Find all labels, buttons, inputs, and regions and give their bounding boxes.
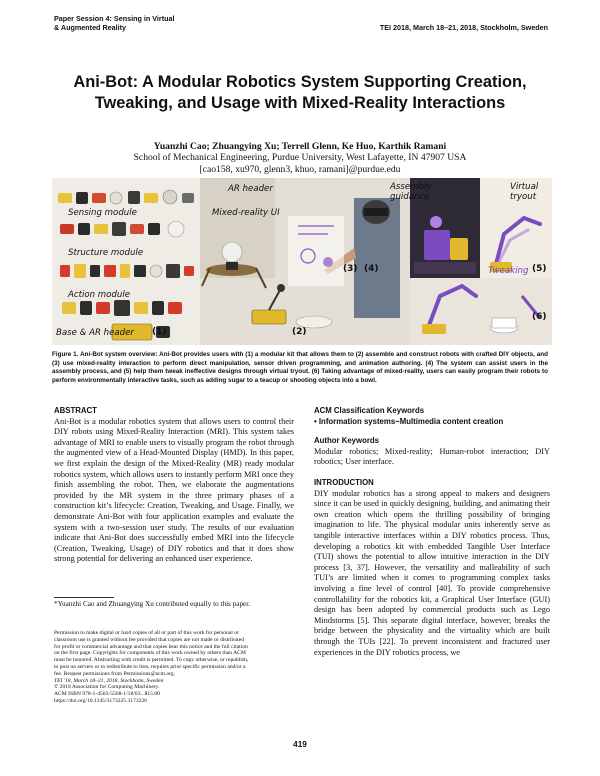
author-emails: [cao158, xu970, glenn3, khuo, ramani]@purdue.edu [199, 163, 401, 175]
abstract-heading: ABSTRACT [54, 406, 97, 415]
figure-illustration [52, 178, 552, 345]
label-virtual-tryout: Virtual tryout [510, 182, 539, 202]
keywords-body: Modular robotics; Mixed-reality; Human-robot interaction; DIY robotics; User interface. [314, 446, 550, 467]
keywords-section [314, 436, 550, 468]
permissions-isbn: ACM ISBN 978-1-4503-5568-1/18/03...$15.00 [54, 691, 160, 698]
label-structure-module: Structure module [68, 248, 144, 258]
permissions-copyright: © 2018 Association for Computing Machinery. [54, 684, 160, 691]
equal-contribution-footnote: *Yuanzhi Cao and Zhuangying Xu contributed equally to this paper. [54, 600, 251, 608]
mixed-reality-ui-overlay [288, 216, 344, 286]
structure-modules [60, 264, 194, 278]
page-number: 419 [293, 740, 307, 749]
classification-section [314, 406, 550, 427]
task-scene-panel [410, 278, 552, 345]
label-tweaking: Tweaking [488, 266, 529, 276]
label-mixed-reality-ui: Mixed-reality UI [212, 208, 280, 218]
figure-callout-6: (6) [532, 312, 547, 322]
abstract-body: Ani-Bot is a modular robotics system that allows users to control their DIY robots using Mixed-Reality Interaction (MRI). This system takes advantage of MRI to enable users to visually program the robot through the augmented view of a Head-Mounted Display (HMD). In this paper, we first explain the design of the Mixed-Reality (MR) ready modular robotics system, which allows users to instantly perform MRI once they finish assembling the robot. Then, we elaborate the augmentations provided by the MR system in the three primary phases of a construction kit’s lifecycle: Creation, Tweaking, and Usage. Finally, we demonstrate Ani-Bot with four application examples and evaluate the system with a two-session user study. The results of our evaluation indicate that Ani-Bot does successfully embed MRI into the lifecycle (Creation, Tweaking, Usage) of DIY robotics and that it does show strong potential for delivering an enhanced user experience. [54, 416, 294, 564]
module-kit-panel [52, 178, 200, 345]
ccs-heading: ACM Classification Keywords [314, 406, 425, 415]
figure-callout-5: (5) [532, 264, 547, 274]
paper-title [40, 72, 560, 114]
system-overview-figure [52, 178, 552, 345]
label-action-module: Action module [68, 290, 131, 300]
figure-callout-4: (4) [364, 264, 379, 274]
title-line-1: Ani-Bot: A Modular Robotics System Supporting Creation, [73, 73, 527, 91]
introduction-heading: INTRODUCTION [314, 478, 374, 487]
running-header-session [54, 14, 175, 32]
permissions-venue: TEI '18, March 18–21, 2018, Stockholm, Sweden [54, 677, 164, 684]
footnote-rule [54, 597, 114, 598]
permissions-doi[interactable]: https://doi.org/10.1145/3173225.3173226 [54, 697, 148, 704]
label-ar-header: AR header [228, 184, 273, 194]
label-assembly-guidance: Assembly guidance [390, 182, 432, 202]
figure-callout-2: (2) [292, 327, 307, 337]
figure-callout-3: (3) [343, 264, 358, 274]
keywords-heading: Author Keywords [314, 436, 379, 445]
label-sensing-module: Sensing module [68, 208, 137, 218]
session-line-2: & Augmented Reality [54, 23, 127, 32]
permissions-block [54, 630, 250, 705]
affiliation-block [40, 152, 560, 175]
running-header-conference: TEI 2018, March 18–21, 2018, Stockholm, Sweden [379, 23, 548, 32]
title-line-2: Tweaking, and Usage with Mixed-Reality Interactions [94, 94, 506, 112]
session-line-1: Paper Session 4: Sensing in Virtual [54, 14, 175, 23]
abstract-section [54, 406, 294, 565]
figure-caption: Figure 1. Ani-Bot system overview: Ani-Bot provides users with (1) a modular kit that allows them to (2) assemble and construct robots with crafted DIY objects, and (3) use mixed-reality interaction to perform direct manipulation, sensor driven programming, and animation authoring. (4) The system can assist users in the assembly process, and (5) help them tweak ineffective designs through virtual tryout. (6) Taking advantage of mixed-reality, users can easily program their robots to perform environmentally interactive tasks, such as adding sugar to a teacup or shooting objects into a bowl. [52, 351, 548, 384]
introduction-body: DIY modular robotics has a strong appeal to makers and designers since it can be used in quickly designing, building, and animating their own creation which opens the thrilling possibility of bringing imagination to life. The physical modular units inherently serve as tangible interactive interfaces within a DIY robotics process. Thus, developing a robotics kit with embedded Tangible User Interface (TUI) shows the potential to allow intuitive interaction in the DIY process [3, 37]. However, the versatility and malleability of such TUI’s are limited when it comes to programming complex tasks involving a fine level of control [40]. To provide comprehensive controllability for the robotics kit, a Graphical User Interface (GUI) design has been adopted by commercial products such as Lego Mindstorms [5]. This separate digital interface, however, breaks the bridge between the physicality and the virtuality which are built through the TUIs [22]. To prevent inconsistent and fractured user experiences in the DIY robotics process, we [314, 488, 550, 657]
introduction-section [314, 478, 550, 658]
permissions-text: Permission to make digital or hard copies of all or part of this work for personal or classroom use is granted without fee provided that copies are not made or distributed for profit or commercial advantage and that copies bear this notice and the full citation on the first page. Copyrights for components of this work owned by others than ACM must be honored. Abstracting with credit is permitted. To copy otherwise, or republish, to post on servers or to redistribute to lists, requires prior specific permission and/or a fee. Request permissions from Permissions@acm.org. [54, 630, 249, 677]
label-base-ar-header: Base & AR header [56, 328, 134, 338]
author-list: Yuanzhi Cao; Zhuangying Xu; Terrell Glenn, Ke Huo, Karthik Ramani [153, 141, 447, 152]
ccs-item: • Information systems~Multimedia content creation [314, 416, 504, 426]
figure-callout-1: (1) [152, 327, 167, 337]
affiliation: School of Mechanical Engineering, Purdue University, West Lafayette, IN 47907 USA [133, 152, 467, 163]
